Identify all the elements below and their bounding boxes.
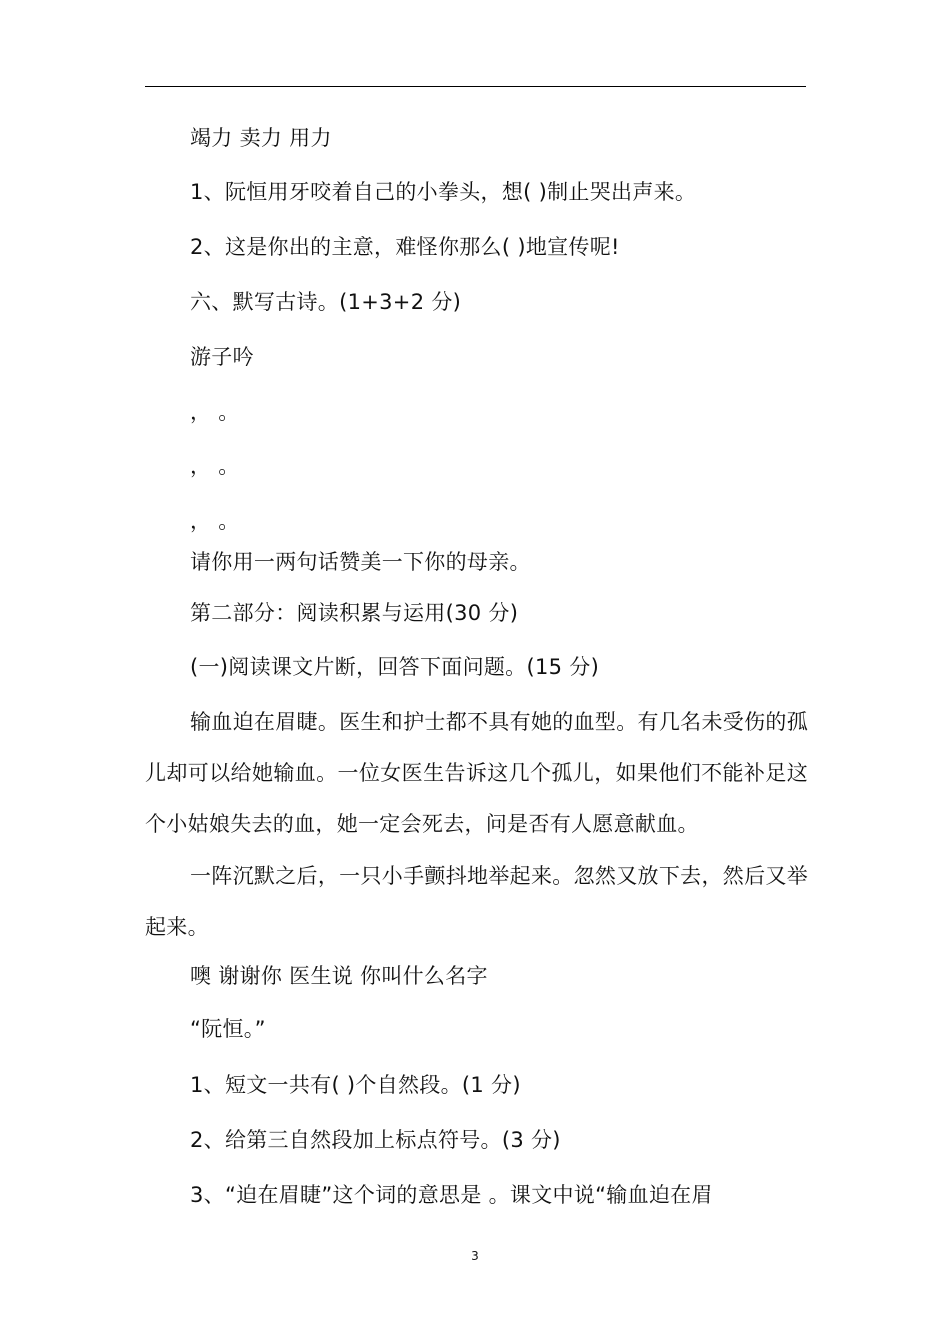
page-number: 3 — [471, 1249, 479, 1263]
part-heading: 第二部分：阅读积累与运用(30 分) — [190, 601, 519, 625]
section-heading: 六、默写古诗。(1+3+2 分) — [190, 290, 462, 314]
question-line: 1、阮恒用牙咬着自己的小拳头，想( )制止哭出声来。 — [190, 180, 697, 204]
passage-dialogue: “阮恒。” — [190, 1017, 266, 1041]
poem-blank-line: ， 。 — [190, 454, 240, 478]
poem-blank-line: ， 。 — [190, 509, 240, 533]
word-options: 竭力 卖力 用力 — [190, 126, 332, 150]
poem-title: 游子吟 — [190, 345, 254, 369]
passage-paragraph-2: 一阵沉默之后，一只小手颤抖地举起来。忽然又放下去，然后又举起来。 — [145, 864, 808, 939]
question-line: 2、这是你出的主意，难怪你那么( )地宣传呢! — [190, 235, 620, 259]
header-rule — [145, 86, 806, 87]
passage-paragraph-1: 输血迫在眉睫。医生和护士都不具有她的血型。有几名未受伤的孤儿却可以给她输血。一位女医生告诉这几个孤儿，如果他们不能补足这个小姑娘失去的血，她一定会死去，问是否有人愿意献血。 — [145, 710, 808, 836]
question-line: 2、给第三自然段加上标点符号。(3 分) — [190, 1128, 561, 1152]
question-line: 请你用一两句话赞美一下你的母亲。 — [190, 550, 531, 574]
question-line: 3、“迫在眉睫”这个词的意思是 。课文中说“输血迫在眉 — [190, 1183, 713, 1207]
question-line: 1、短文一共有( )个自然段。(1 分) — [190, 1073, 521, 1097]
passage-dialogue: 噢 谢谢你 医生说 你叫什么名字 — [190, 964, 488, 988]
poem-blank-line: ， 。 — [190, 400, 240, 424]
reading-heading: (一)阅读课文片断，回答下面问题。(15 分) — [190, 655, 600, 679]
